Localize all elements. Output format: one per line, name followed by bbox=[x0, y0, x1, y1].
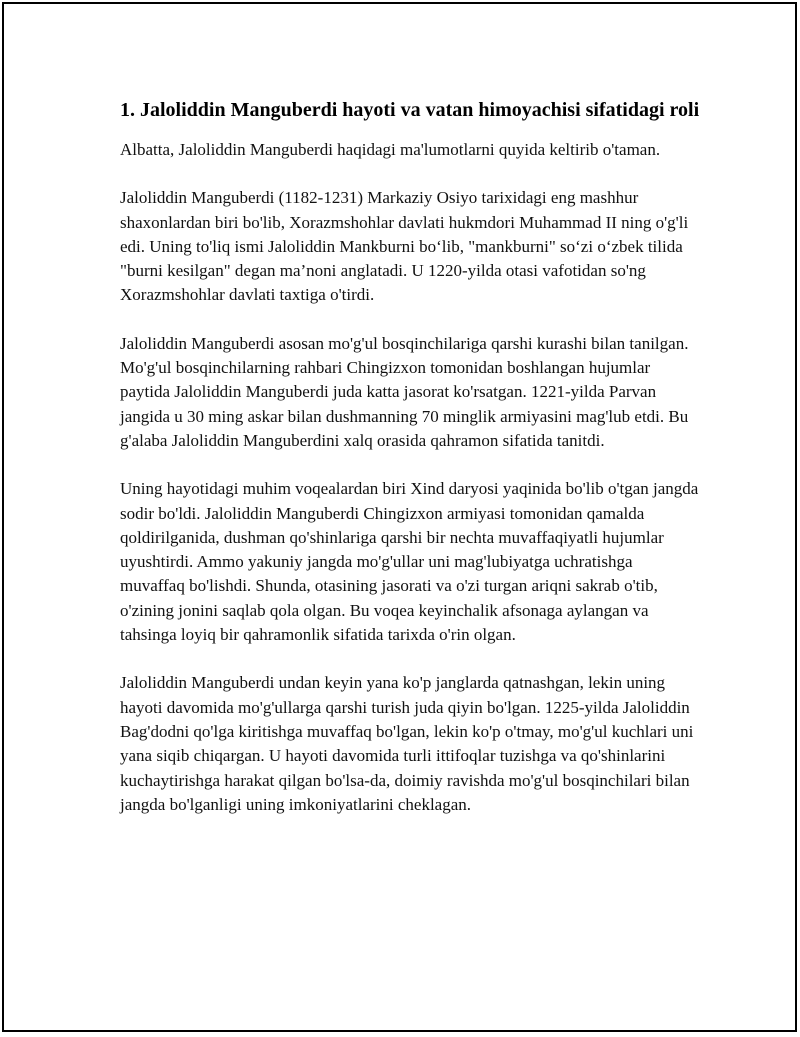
section-title: 1. Jaloliddin Manguberdi hayoti va vatan himoyachisi sifatidagi roli bbox=[120, 99, 700, 121]
document-body bbox=[120, 96, 700, 841]
paragraph-later-life: Jaloliddin Manguberdi undan keyin yana ko'p janglarda qatnashgan, lekin uning hayoti davomida mo'g'ullarga qarshi turish juda qiyin bo'lgan. 1225-yilda Jaloliddin Bag'dodni qo'lga kiritishga muvaffaq bo'lgan, lekin ko'p o'tmay, mo'g'ul kuchlari uni yana siqib chiqargan. U hayoti davomida turli ittifoqlar tuzishga va qo'shinlarini kuchaytirishga harakat qilgan bo'lsa-da, doimiy ravishda mo'g'ul bosqinchilari bilan jangda bo'lganligi uning imkoniyatlarini cheklagan. bbox=[120, 673, 694, 814]
paragraph-indus-battle: Uning hayotidagi muhim voqealardan biri Xind daryosi yaqinida bo'lib o'tgan jangda sodir bo'ldi. Jaloliddin Manguberdi Chingizxon armiyasi tomonidan qamalda qoldirilganida, dushman qo'shinlariga qarshi bir nechta muvaffaqiyatli hujumlar uyushtirdi. Ammo yakuniy jangda mo'g'ullar uni mag'lubiyatga uchratishga muvaffaq bo'lishdi. Shunda, otasining jasorati va o'zi turgan ariqni sakrab o'tib, o'zining jonini saqlab qola olgan. Bu voqea keyinchalik afsonaga aylangan va tahsinga loyiq bir qahramonlik sifatida tarixda o'rin olgan. bbox=[120, 479, 699, 645]
paragraph-intro: Albatta, Jaloliddin Manguberdi haqidagi ma'lumotlarni quyida keltirib o'taman. bbox=[120, 140, 661, 159]
document-page bbox=[2, 2, 797, 1032]
paragraph-biography: Jaloliddin Manguberdi (1182-1231) Markaziy Osiyo tarixidagi eng mashhur shaxonlardan biri bo'lib, Xorazmshohlar davlati hukmdori Muhammad II ning o'g'li edi. Uning to'liq ismi Jaloliddin Mankburni bo‘lib, "mankburni" so‘zi o‘zbek tilida "burni kesilgan" degan ma’noni anglatadi. U 1220-yilda otasi vafotidan so'ng Xorazmshohlar davlati taxtiga o'tirdi. bbox=[120, 188, 689, 305]
paragraph-parvan-battle: Jaloliddin Manguberdi asosan mo'g'ul bosqinchilariga qarshi kurashi bilan tanilgan. Mo'g'ul bosqinchilarning rahbari Chingizxon tomonidan boshlangan hujumlar paytida Jaloliddin Manguberdi juda katta jasorat ko'rsatgan. 1221-yilda Parvan jangida u 30 ming askar bilan dushmanning 70 minglik armiyasini mag'lub etdi. Bu g'alaba Jaloliddin Manguberdini xalq orasida qahramon sifatida tanitdi. bbox=[120, 333, 689, 450]
